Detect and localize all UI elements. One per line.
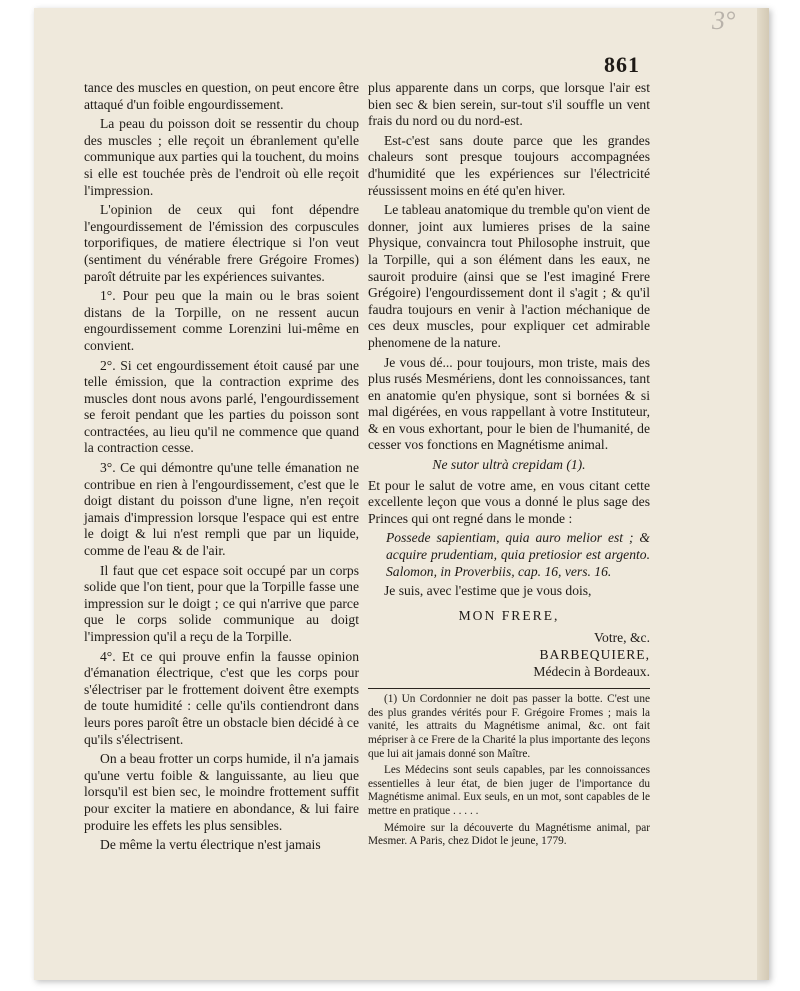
footnote: Les Médecins sont seuls capables, par les connoissances essentielles à leur état, de bien juger de l'importance du Magnétisme animal. Eux seuls, en un mot, sont capables de le mettre en pratique . . . . . (368, 764, 650, 817)
right-column-body (368, 80, 650, 600)
right-column-paragraph: Ne sutor ultrà crepidam (1). (432, 457, 586, 473)
left-column-paragraph: De même la vertu électrique n'est jamais (100, 837, 321, 853)
right-column-paragraph: Je suis, avec l'estime que je vous dois, (384, 583, 592, 599)
footnotes (368, 693, 650, 849)
right-column-paragraph: Et pour le salut de votre ame, en vous citant cette excellente leçon que vous a donné le plus sage des Princes qui ont regné dans le monde : (368, 477, 650, 526)
footnote-rule (368, 688, 650, 689)
left-column-paragraph: 3°. Ce qui démontre qu'une telle émanation ne contribue en rien à l'engourdissement, c'est que le doigt distant du poisson d'une ligne, n'en reçoit jamais d'impression lorsque l'espace qui est entre le doigt & lui n'est rempli que par un liquide, comme de l'eau & de l'air. (84, 460, 359, 559)
footnote: (1) Un Cordonnier ne doit pas passer la botte. C'est une des plus grandes vérités pour F. Grégoire Fromes ; mais la vanité, les attraits du Magnétisme animal, &c. ont fait mépriser à ce Frere de la Charité la plus importante des leçons que lui ait jamais donné son Maître. (368, 693, 650, 760)
left-column (84, 80, 359, 857)
left-column-paragraph: L'opinion de ceux qui font dépendre l'engourdissement de l'émission des corpuscules torporifiques, de matiere électrique si l'on veut (sentiment du vénérable frere Grégoire Fromes) paroît détruite par les expériences suivantes. (84, 202, 359, 284)
right-column-paragraph: plus apparente dans un corps, que lorsque l'air est bien sec & bien serein, sur-tout s'il souffle un vent frais du nord ou du nord-est. (368, 80, 650, 129)
signature-votre: Votre, &c. (593, 630, 650, 646)
right-column (368, 80, 650, 852)
page-edge (757, 8, 769, 980)
left-column-paragraph: tance des muscles en question, on peut encore être attaqué d'un foible engourdissement. (84, 80, 359, 112)
signature-block (368, 630, 650, 680)
left-column-paragraph: 1°. Pour peu que la main ou le bras soient distans de la Torpille, on ne ressent aucun engourdissement comme Lorenzini lui-même en convient. (84, 288, 359, 353)
left-column-paragraph: 4°. Et ce qui prouve enfin la fausse opinion d'émanation électrique, c'est que les corps pour s'électriser par le frottement doivent être exempts de toute humidité : celle qu'ils contiendront dans leurs pores paroît être un obstacle bien décidé à ce qu'ils s'électrisent. (84, 648, 359, 747)
left-column-paragraph: Il faut que cet espace soit occupé par un corps solide que l'on tient, pour que la Torpille fasse une impression sur le doigt ; ce qui n'arrive que parce que le corps solide communique au doigt l'impression qu'il a reçu de la Torpille. (84, 562, 359, 644)
right-column-paragraph: Je vous dé... pour toujours, mon triste, mais des plus rusés Mesmériens, dont les connoissances, tant en anatomie qu'en physique, sont si bornées & si mal digérées, en vous rappellant à votre Instituteur, & en vous exhortant, pour le bien de l'humanité, de cesser vos fonctions en Magnétisme animal. (368, 354, 650, 453)
signature-title: Médecin à Bordeaux. (533, 663, 650, 679)
left-column-paragraph: La peau du poisson doit se ressentir du choup des muscles ; elle reçoit un ébranlement qu'elle communique aux parties qui la touchent, du moins si elle est touchée près de l'endroit où elle reçoit l'impression. (84, 116, 359, 198)
footnote: Mémoire sur la découverte du Magnétisme animal, par Mesmer. A Paris, chez Didot le jeune, 1779. (368, 821, 650, 848)
right-column-paragraph: Le tableau anatomique du tremble qu'on vient de donner, joint aux lumieres prises de la saine Physique, convaincra tout Philosophe instruit, que la Torpille, qui a son élément dans les eaux, ne sauroit produire (ainsi que se l'est imaginé Frere Grégoire) l'engourdissement dont il s'agit ; & qu'il faudra toujours en venir à l'action méchanique de ces deux muscles, pour expliquer cet admirable phenomene de la nature. (368, 202, 650, 350)
right-column-paragraph: Est-c'est sans doute parce que les grandes chaleurs sont presque toujours accompagnées d'humidité que les expériences sur l'électricité réussissent moins en été qu'en hiver. (368, 132, 650, 198)
left-column-paragraph: 2°. Si cet engourdissement étoit causé par une telle émission, que la contraction exprime des muscles dont nous avons parlé, l'engourdissement se feroit pendant que les parties du poisson sont contractées, au lieu qu'il ne commence que quand la contraction cesse. (84, 357, 359, 456)
left-column-paragraph: On a beau frotter un corps humide, il n'a jamais qu'une vertu foible & languissante, au lieu que lorsqu'il est bien sec, le moindre frottement suffit pour exciter la matiere en abondance, & lui faire produire les effets les plus sensibles. (84, 751, 359, 833)
salutation: MON FRERE, (458, 607, 560, 623)
page-number: 861 (604, 52, 640, 77)
pencil-annotation: 3° (712, 6, 736, 35)
signature-name: BARBEQUIERE, (539, 647, 650, 662)
right-column-paragraph: Possede sapientiam, quia auro melior est ; & acquire prudentiam, quia pretiosior est argento. Salomon, in Proverbiis, cap. 16, vers. 16. (386, 530, 650, 579)
